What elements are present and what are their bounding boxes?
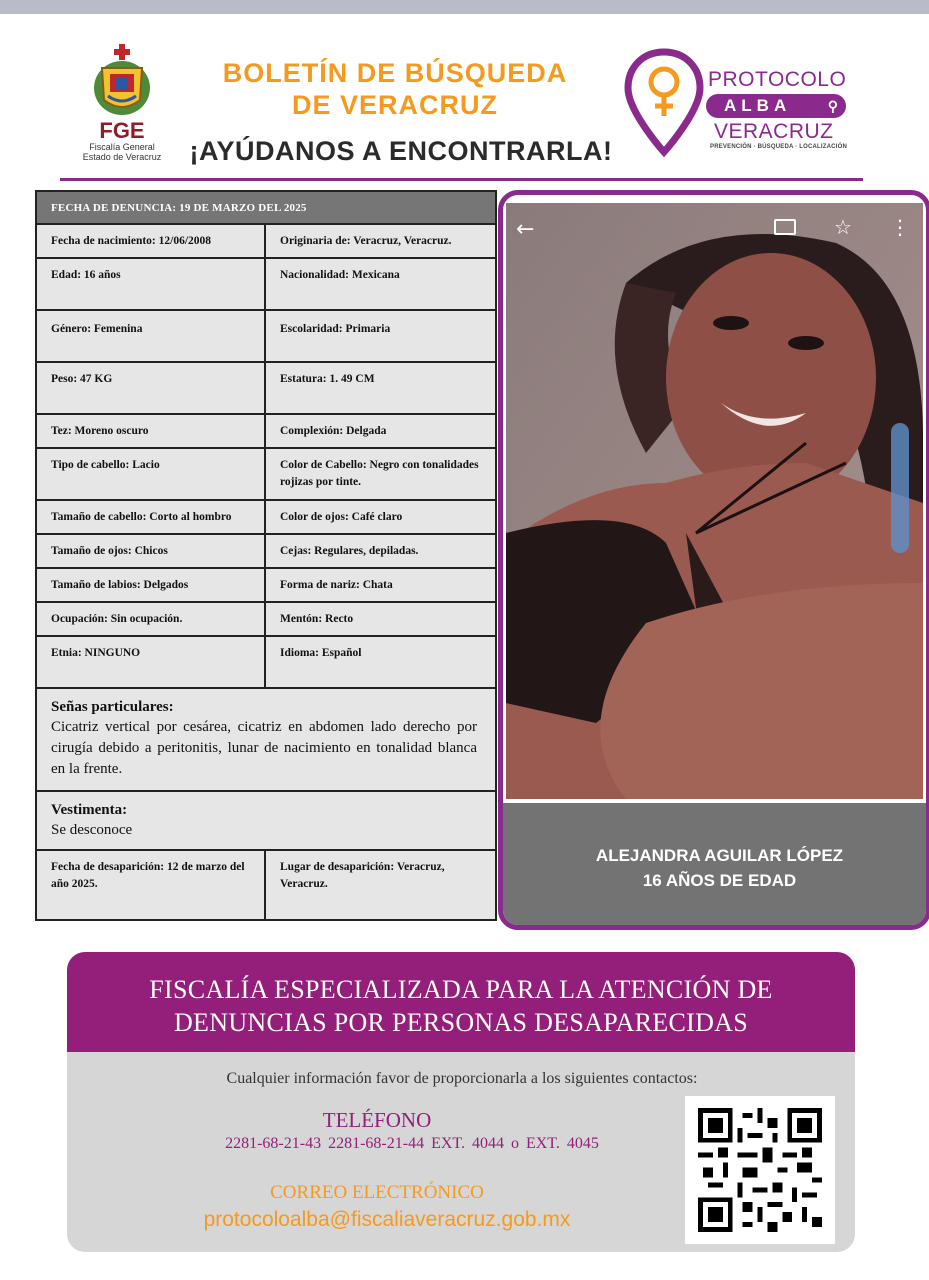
alba-protocolo-text: PROTOCOLO	[708, 68, 847, 91]
hair-length: Tamaño de cabello: Corto al hombro	[37, 501, 266, 533]
alba-text: ALBA	[724, 96, 792, 115]
table-row	[37, 535, 495, 569]
phone-label: TELÉFONO	[322, 1108, 432, 1132]
table-row	[37, 225, 495, 259]
agency-header	[67, 952, 855, 1052]
disappearance-place: Lugar de desaparición: Veracruz, Veracruz.	[280, 861, 445, 890]
disappearance-date: Fecha de desaparición: 12 de marzo del año 2025.	[37, 851, 266, 919]
clothing	[37, 792, 495, 851]
build: Complexión: Delgada	[280, 425, 387, 437]
nationality: Nacionalidad: Mexicana	[280, 269, 400, 281]
qr-code-icon[interactable]	[685, 1096, 835, 1244]
agency-line2: DENUNCIAS POR PERSONAS DESAPARECIDAS	[173, 1008, 748, 1037]
protocolo-alba-logo	[624, 48, 854, 158]
table-row	[37, 259, 495, 311]
person-age: 16 AÑOS DE EDAD	[642, 871, 797, 890]
table-row	[37, 449, 495, 501]
missing-person-photo	[506, 203, 923, 799]
alba-pill	[706, 94, 846, 118]
top-strip	[0, 0, 929, 14]
fge-logo	[82, 44, 162, 166]
bulletin-title-line2: DE VERACRUZ	[291, 90, 498, 120]
age: Edad: 16 años	[37, 259, 266, 309]
alba-veracruz-text: VERACRUZ	[714, 120, 834, 143]
phone-numbers[interactable]: 2281-68-21-43 2281-68-21-44 EXT. 4044 o EXT. 4045	[225, 1135, 599, 1152]
table-row	[37, 311, 495, 363]
distinguishing-marks-text: Cicatriz vertical por cesárea, cicatriz en abdomen lado derecho por cirugía debido a peritonitis, lunar de nacimiento en tonalidad blanca en la frente.	[51, 719, 477, 777]
call-to-action: ¡AYÚDANOS A ENCONTRARLA!	[189, 136, 613, 166]
fge-abbr: FGE	[99, 118, 145, 143]
photo-panel	[498, 190, 929, 930]
eye-size: Tamaño de ojos: Chicos	[37, 535, 266, 567]
table-row	[37, 363, 495, 415]
schooling: Escolaridad: Primaria	[280, 323, 391, 335]
clothing-text: Se desconoce	[51, 822, 133, 838]
report-table	[35, 190, 497, 921]
agency-line1: FISCALÍA ESPECIALIZADA PARA LA ATENCIÓN DE	[149, 975, 773, 1004]
header-rule	[60, 178, 863, 181]
veracruz-coat-of-arms-icon	[90, 44, 154, 118]
nose-shape: Forma de nariz: Chata	[280, 579, 393, 591]
table-row	[37, 851, 495, 919]
magnifier-icon: ⚲	[827, 98, 838, 114]
distinguishing-marks	[37, 689, 495, 792]
cast-icon	[774, 219, 796, 235]
complexion-tone: Tez: Moreno oscuro	[37, 415, 266, 447]
lip-size: Tamaño de labios: Delgados	[37, 569, 266, 601]
table-row	[37, 415, 495, 449]
occupation: Ocupación: Sin ocupación.	[37, 603, 266, 635]
table-row	[37, 569, 495, 603]
clothing-title: Vestimenta:	[51, 802, 128, 818]
origin: Originaria de: Veracruz, Veracruz.	[280, 235, 452, 247]
alba-tagline: PREVENCIÓN · BÚSQUEDA · LOCALIZACIÓN	[710, 144, 847, 150]
report-date: FECHA DE DENUNCIA: 19 DE MARZO DEL 2025	[37, 192, 495, 225]
chin: Mentón: Recto	[280, 613, 354, 625]
eye-color: Color de ojos: Café claro	[280, 511, 403, 523]
table-row	[37, 603, 495, 637]
female-location-pin-icon	[624, 48, 704, 158]
photo-caption	[503, 803, 929, 929]
language: Idioma: Español	[280, 647, 362, 659]
ethnicity: Etnia: NINGUNO	[37, 637, 266, 687]
height: Estatura: 1. 49 CM	[280, 373, 375, 385]
eyebrows: Cejas: Regulares, depiladas.	[280, 545, 419, 557]
weight: Peso: 47 KG	[37, 363, 266, 413]
email-label: CORREO ELECTRÓNICO	[270, 1182, 484, 1203]
distinguishing-marks-title: Señas particulares:	[51, 699, 174, 715]
fge-name-line1: Fiscalía General	[89, 142, 155, 152]
contact-intro: Cualquier información favor de proporcionarla a los siguientes contactos:	[226, 1070, 698, 1087]
person-name: ALEJANDRA AGUILAR LÓPEZ	[595, 846, 844, 865]
email-link[interactable]: protocoloalba@fiscaliaveracruz.gob.mx	[203, 1208, 571, 1231]
table-row	[37, 501, 495, 535]
fge-name-line2: Estado de Veracruz	[82, 152, 162, 162]
more-vert-icon: ⋮	[890, 215, 910, 239]
birth-date: Fecha de nacimiento: 12/06/2008	[37, 225, 266, 257]
contact-section	[67, 952, 855, 1252]
hair-type: Tipo de cabello: Lacio	[37, 449, 266, 499]
back-arrow-icon: ←	[516, 217, 535, 242]
bulletin-title-line1: BOLETÍN DE BÚSQUEDA	[222, 58, 568, 88]
gender: Género: Femenina	[37, 311, 266, 361]
star-icon: ☆	[834, 215, 852, 239]
hair-color: Color de Cabello: Negro con tonalidades rojizas por tinte.	[280, 459, 479, 488]
table-row	[37, 637, 495, 689]
